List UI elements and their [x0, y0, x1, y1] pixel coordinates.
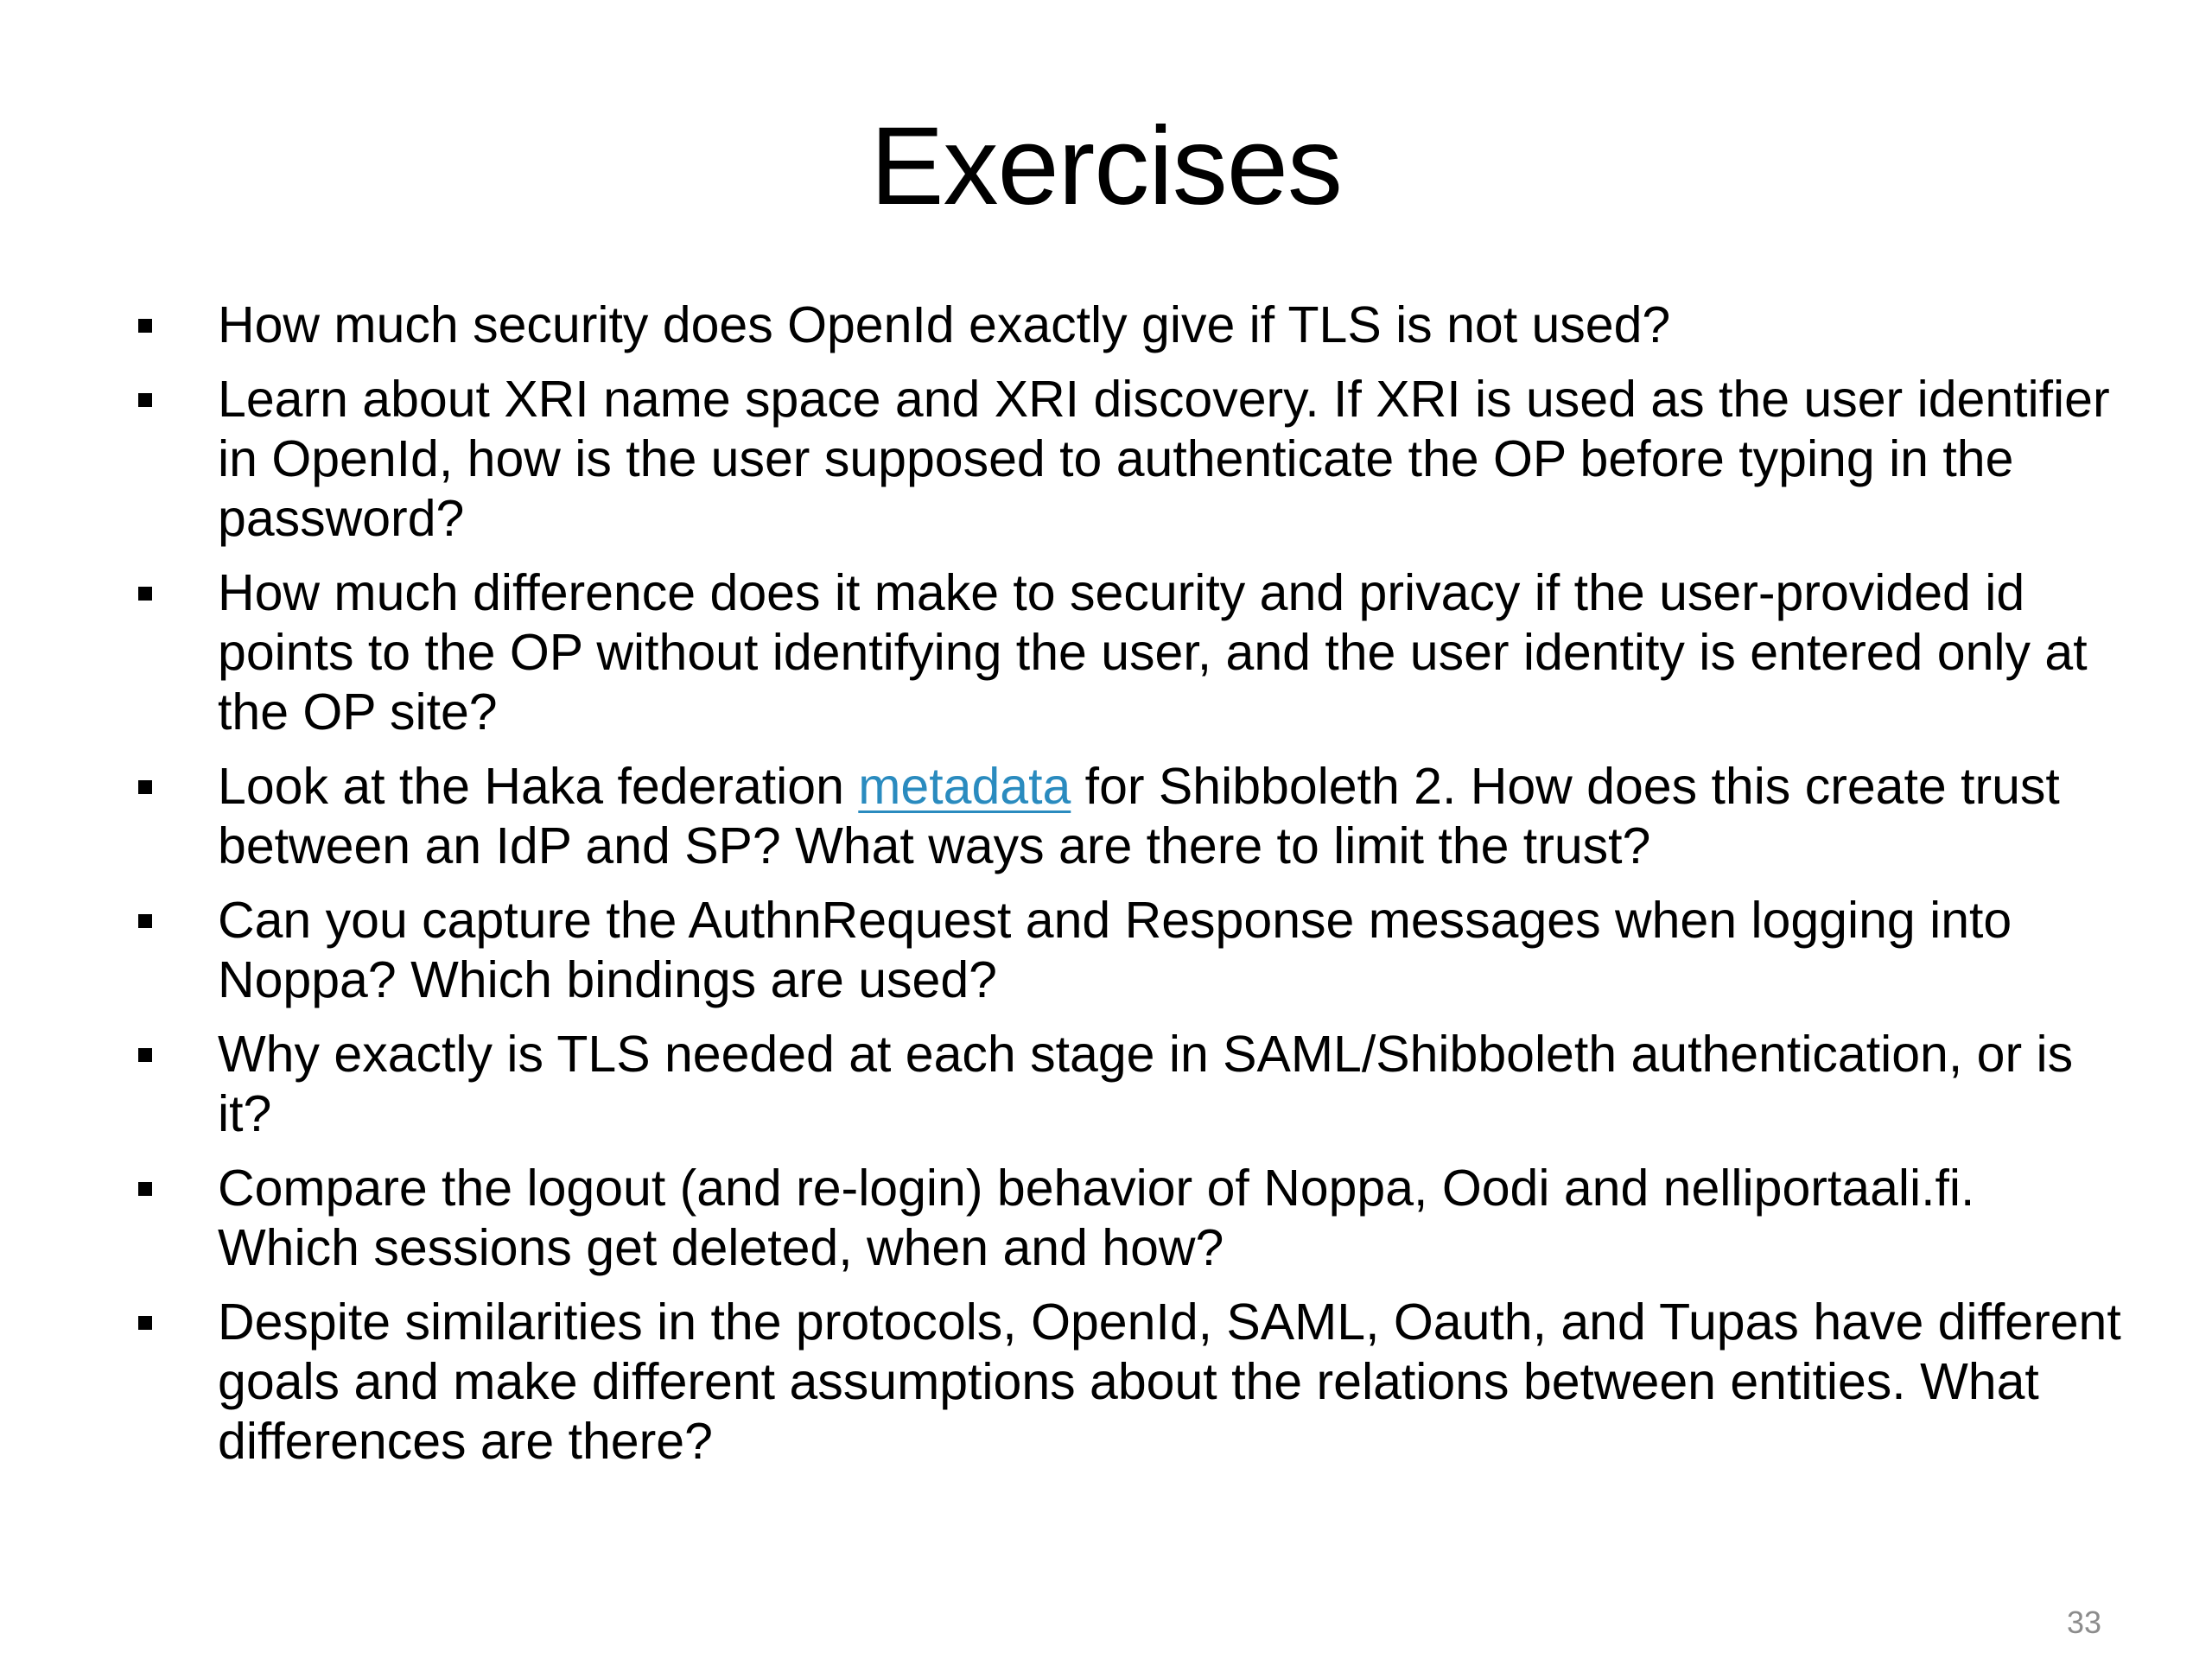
list-item [130, 563, 2126, 742]
list-item-text: How much difference does it make to security and privacy if the user-provided id points to the OP without identifying the user, and the user identity is entered only at the OP site? [218, 564, 2088, 741]
list-item [130, 1293, 2126, 1471]
page-number: 33 [2066, 1605, 2101, 1640]
list-item [130, 1025, 2126, 1144]
exercise-list [130, 296, 2126, 1486]
list-item-text: Can you capture the AuthnRequest and Response messages when logging into Noppa? Which bindings are used? [218, 892, 2012, 1008]
slide-title: Exercises [870, 105, 1342, 228]
list-item [130, 1159, 2126, 1278]
list-item [130, 757, 2126, 876]
list-item-text-after-link: for Shibboleth 2. How does this create trust between an IdP and SP? What ways are there to limit the trust? [218, 758, 2060, 874]
square-bullet-icon [138, 319, 152, 333]
list-item-text: Learn about XRI name space and XRI discovery. If XRI is used as the user identifier in OpenId, how is the user supposed to authenticate the OP before typing in the password? [218, 371, 2110, 547]
square-bullet-icon [138, 1048, 152, 1062]
list-item-text: Compare the logout (and re-login) behavior of Noppa, Oodi and nelliportaali.fi. Which sessions get deleted, when and how? [218, 1160, 1975, 1276]
list-item-text-before-link: Look at the Haka federation [218, 758, 859, 815]
list-item-text: Despite similarities in the protocols, OpenId, SAML, Oauth, and Tupas have different goals and make different assumptions about the relations between entities. What differences are there? [218, 1294, 2121, 1470]
square-bullet-icon [138, 914, 152, 928]
list-item [130, 296, 2126, 355]
list-item-text: How much security does OpenId exactly give if TLS is not used? [218, 296, 1671, 353]
square-bullet-icon [138, 780, 152, 794]
list-item-text: Why exactly is TLS needed at each stage in SAML/Shibboleth authentication, or is it? [218, 1026, 2074, 1142]
list-item [130, 891, 2126, 1010]
metadata-link[interactable]: metadata [858, 758, 1071, 815]
square-bullet-icon [138, 1316, 152, 1330]
square-bullet-icon [138, 587, 152, 601]
list-item [130, 370, 2126, 549]
square-bullet-icon [138, 1182, 152, 1196]
square-bullet-icon [138, 393, 152, 407]
